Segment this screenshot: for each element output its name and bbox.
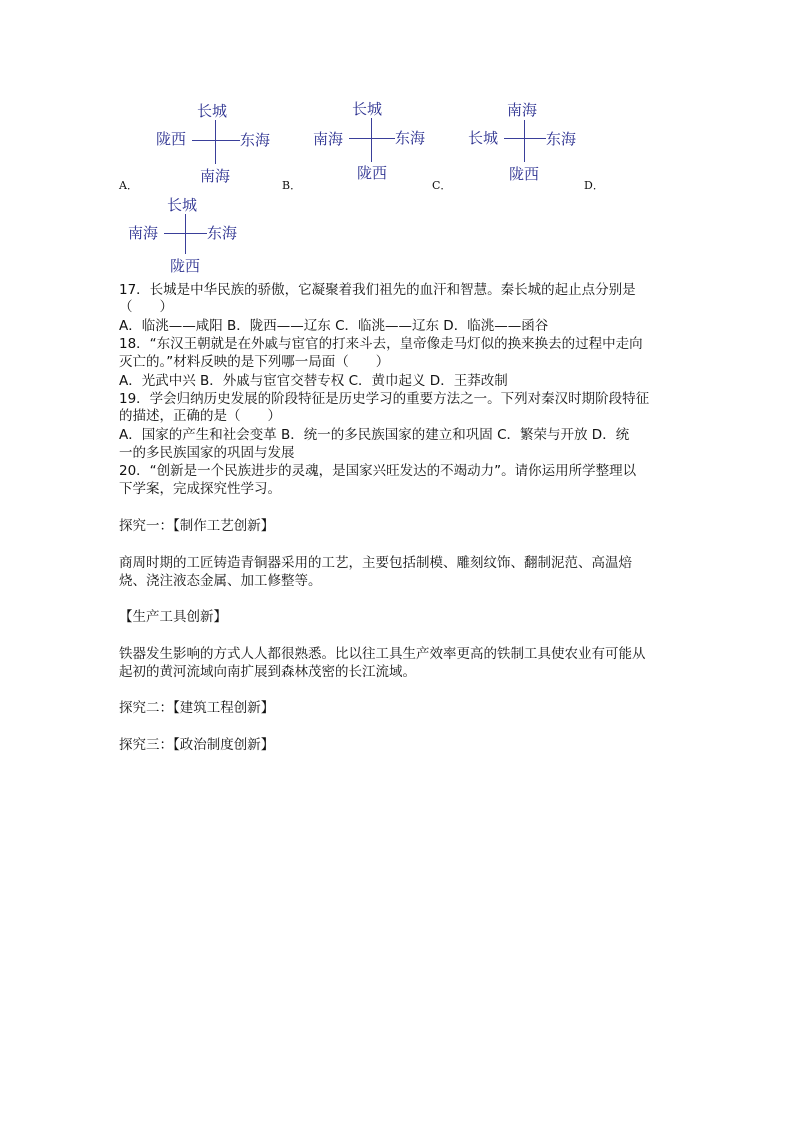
diagram-left-label: 南海 [313,130,344,148]
tools-heading: 【生产工具创新】 [119,609,227,625]
explore1-heading: 探究一：【制作工艺创新】 [119,518,275,534]
diagram-left-label: 南海 [128,224,159,242]
tools-para-line2: 起初的黄河流域向南扩展到森林茂密的长江流域。 [119,664,416,680]
diagram-vertical-line [215,120,216,164]
q18-options: A．光武中兴 B．外戚与宦官交替专权 C．黄巾起义 D．王莽改制 [119,373,508,389]
q20-stem-line2: 下学案，完成探究性学习。 [119,481,281,497]
option-d-diagram [124,196,264,296]
explore3-heading: 探究三：【政治制度创新】 [119,737,275,753]
diagram-bottom-label: 南海 [200,167,231,185]
tools-para-line1: 铁器发生影响的方式人人都很熟悉。比以往工具生产效率更高的铁制工具使农业有可能从 [119,646,646,662]
diagram-top-label: 长城 [352,100,383,118]
diagram-horizontal-line [192,140,240,141]
diagram-vertical-line [185,214,186,254]
q17-options: A．临洮——咸阳 B．陇西——辽东 C．临洮——辽东 D．临洮——函谷 [119,318,549,334]
diagram-vertical-line [371,118,372,162]
q17-stem-line1: 17．长城是中华民族的骄傲，它凝聚着我们祖先的血汗和智慧。秦长城的起止点分别是 [119,282,636,298]
q19-stem-line1: 19．学会归纳历史发展的阶段特征是历史学习的重要方法之一。下列对秦汉时期阶段特征 [119,391,650,407]
diagram-horizontal-line [504,138,546,139]
diagram-right-label: 东海 [395,129,426,147]
explore1-para-line2: 烧、浇注液态金属、加工修整等。 [119,573,322,589]
diagram-left-label: 陇西 [156,130,187,148]
diagram-right-label: 东海 [240,131,271,149]
q19-options-line1: A．国家的产生和社会变革 B．统一的多民族国家的建立和巩固 C．繁荣与开放 D．统 [119,427,630,443]
diagram-bottom-label: 陇西 [509,165,540,183]
diagram-horizontal-line [349,138,395,139]
explore1-para-line1: 商周时期的工匠铸造青铜器采用的工艺，主要包括制模、雕刻纹饰、翻制泥范、高温焙 [119,555,632,571]
diagram-bottom-label: 陇西 [357,164,388,182]
option-a-diagram [150,100,290,200]
diagram-left-label: 长城 [468,129,499,147]
q17-stem-line2: （ ） [119,299,173,315]
q18-stem-line2: 灭亡的。”材料反映的是下列哪一局面（ ） [119,354,390,370]
option-c-diagram [462,100,602,200]
diagram-top-label: 南海 [507,101,538,119]
option-a-letter: A． [119,179,138,192]
diagram-vertical-line [524,120,525,162]
option-d-letter: D． [584,179,604,192]
diagram-right-label: 东海 [546,130,577,148]
option-c-letter: C． [432,179,452,192]
explore2-heading: 探究二：【建筑工程创新】 [119,700,275,716]
option-b-letter: B． [282,179,302,192]
q19-stem-line2: 的描述，正确的是（ ） [119,408,281,424]
diagram-right-label: 东海 [207,224,238,242]
diagram-top-label: 长城 [197,102,228,120]
diagram-top-label: 长城 [167,196,198,214]
diagram-bottom-label: 陇西 [170,257,201,275]
q20-stem-line1: 20．“创新是一个民族进步的灵魂，是国家兴旺发达的不竭动力”。请你运用所学整理以 [119,463,637,479]
q18-stem-line1: 18．“东汉王朝就是在外戚与宦官的打来斗去，皇帝像走马灯似的换来换去的过程中走向 [119,336,643,352]
option-b-diagram [305,100,445,200]
q19-options-line2: 一的多民族国家的巩固与发展 [119,445,295,461]
